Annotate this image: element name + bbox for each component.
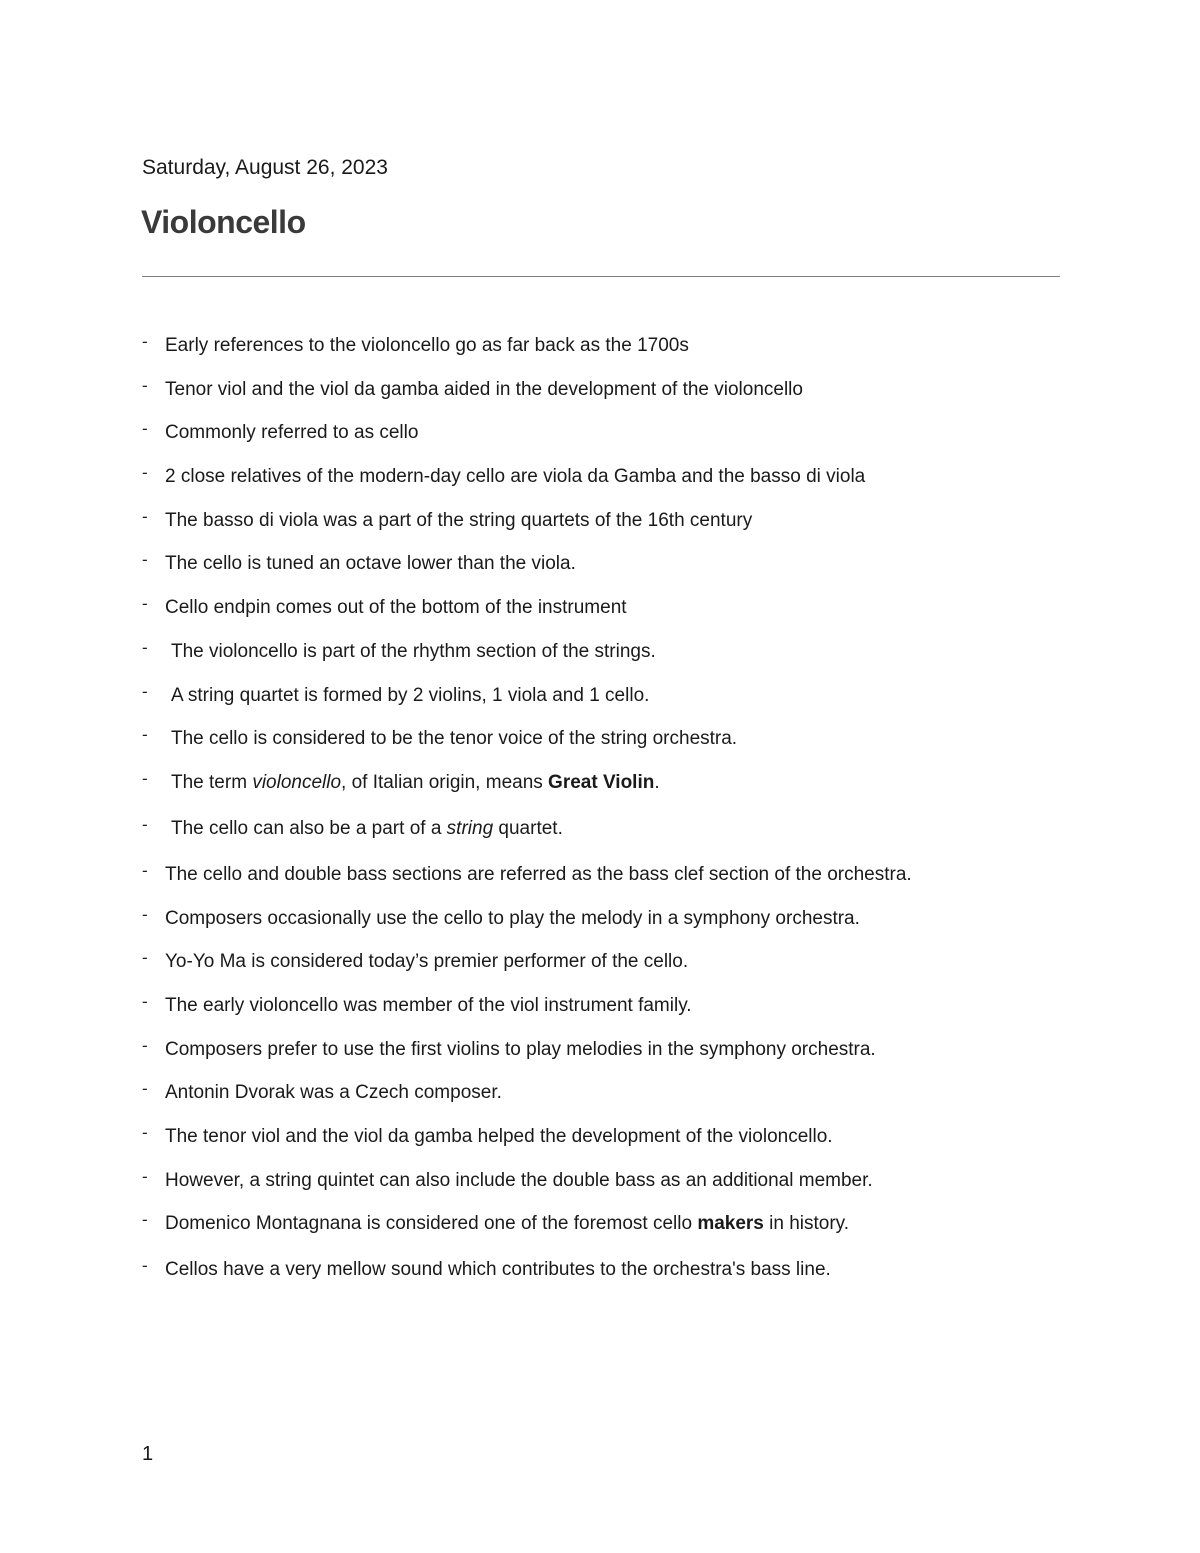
bullet-text-part: , of Italian origin, means	[341, 771, 549, 793]
title-divider	[142, 276, 1060, 277]
list-item	[142, 719, 1062, 763]
italic-term: string	[446, 817, 494, 839]
list-item	[142, 1073, 1062, 1117]
bullet-text: Yo-Yo Ma is considered today’s premier performer of the cello.	[165, 951, 689, 973]
list-item	[142, 544, 1062, 588]
bullet-dash: -	[142, 594, 148, 614]
bullet-text: The early violoncello was member of the viol instrument family.	[165, 994, 692, 1016]
bullet-list	[142, 326, 1062, 1294]
bullet-text: Composers prefer to use the first violins to play melodies in the symphony orchestra.	[165, 1038, 876, 1060]
page-title: Violoncello	[141, 204, 306, 240]
bold-term: makers	[697, 1213, 764, 1235]
list-item	[142, 763, 1062, 809]
list-item	[142, 1117, 1062, 1161]
bullet-dash: -	[142, 637, 148, 657]
bullet-dash: -	[142, 681, 148, 701]
bullet-dash: -	[142, 768, 148, 788]
bullet-dash: -	[142, 725, 148, 745]
bullet-dash: -	[142, 332, 148, 351]
list-item	[142, 588, 1062, 632]
bold-term: Great Violin	[548, 771, 655, 793]
bullet-text: Early references to the violoncello go as far back as the 1700s	[165, 335, 689, 356]
bullet-text-part: .	[654, 771, 660, 793]
list-item	[142, 457, 1062, 501]
bullet-text: 2 close relatives of the modern-day cello are viola da Gamba and the basso di viola	[165, 466, 866, 488]
bullet-dash: -	[142, 375, 148, 395]
list-item	[142, 676, 1062, 720]
bullet-text: Composers occasionally use the cello to play the melody in a symphony orchestra.	[165, 907, 860, 929]
italic-term: violoncello	[252, 771, 342, 793]
list-item	[142, 326, 1062, 370]
bullet-text	[171, 809, 563, 849]
bullet-text: The basso di viola was a part of the string quartets of the 16th century	[165, 509, 753, 531]
bullet-text: Cellos have a very mellow sound which contributes to the orchestra's bass line.	[165, 1259, 831, 1281]
bullet-text-part: The term	[171, 771, 253, 793]
bullet-text: The cello is considered to be the tenor voice of the string orchestra.	[171, 728, 738, 750]
bullet-dash: -	[142, 419, 148, 439]
bullet-text	[165, 1204, 849, 1244]
list-item	[142, 855, 1062, 899]
bullet-dash: -	[142, 506, 148, 526]
list-item	[142, 1030, 1062, 1074]
bullet-dash: -	[142, 1210, 148, 1230]
bullet-text: The cello and double bass sections are referred as the bass clef section of the orchestra.	[165, 863, 912, 885]
bullet-dash: -	[142, 1166, 148, 1186]
list-item	[142, 1250, 1062, 1294]
bullet-text: The violoncello is part of the rhythm section of the strings.	[171, 640, 656, 662]
bullet-text: Tenor viol and the viol da gamba aided in the development of the violoncello	[165, 378, 803, 400]
bullet-dash: -	[142, 948, 148, 968]
bullet-text: Cello endpin comes out of the bottom of the instrument	[165, 597, 627, 619]
list-item	[142, 501, 1062, 545]
list-item	[142, 986, 1062, 1030]
list-item	[142, 942, 1062, 986]
list-item	[142, 370, 1062, 414]
bullet-text: Commonly referred to as cello	[165, 422, 419, 444]
bullet-text: Antonin Dvorak was a Czech composer.	[165, 1082, 502, 1104]
bullet-text: A string quartet is formed by 2 violins, 1 viola and 1 cello.	[171, 684, 650, 706]
bullet-dash: -	[142, 1079, 148, 1099]
bullet-text-part: Domenico Montagnana is considered one of the foremost cello	[165, 1213, 698, 1235]
bullet-text-part: quartet.	[493, 817, 563, 839]
list-item	[142, 899, 1062, 943]
bullet-dash: -	[142, 463, 148, 483]
bullet-text: However, a string quintet can also include the double bass as an additional member.	[165, 1169, 873, 1191]
page-date: Saturday, August 26, 2023	[142, 156, 388, 179]
bullet-text	[171, 763, 660, 803]
list-item	[142, 632, 1062, 676]
bullet-text: The tenor viol and the viol da gamba helped the development of the violoncello.	[165, 1126, 833, 1147]
bullet-dash: -	[142, 550, 148, 570]
list-item	[142, 1204, 1062, 1250]
list-item	[142, 809, 1062, 855]
bullet-dash: -	[142, 904, 148, 924]
page-number: 1	[142, 1443, 154, 1465]
list-item	[142, 1161, 1062, 1205]
bullet-text-part: The cello can also be a part of a	[171, 817, 447, 839]
bullet-dash: -	[142, 991, 148, 1011]
bullet-dash: -	[142, 814, 148, 834]
bullet-dash: -	[142, 1123, 148, 1142]
list-item	[142, 413, 1062, 457]
bullet-text-part: in history.	[763, 1213, 850, 1235]
bullet-dash: -	[142, 1256, 148, 1276]
bullet-text: The cello is tuned an octave lower than the viola.	[165, 553, 576, 575]
bullet-dash: -	[142, 1035, 148, 1055]
bullet-dash: -	[142, 860, 148, 880]
